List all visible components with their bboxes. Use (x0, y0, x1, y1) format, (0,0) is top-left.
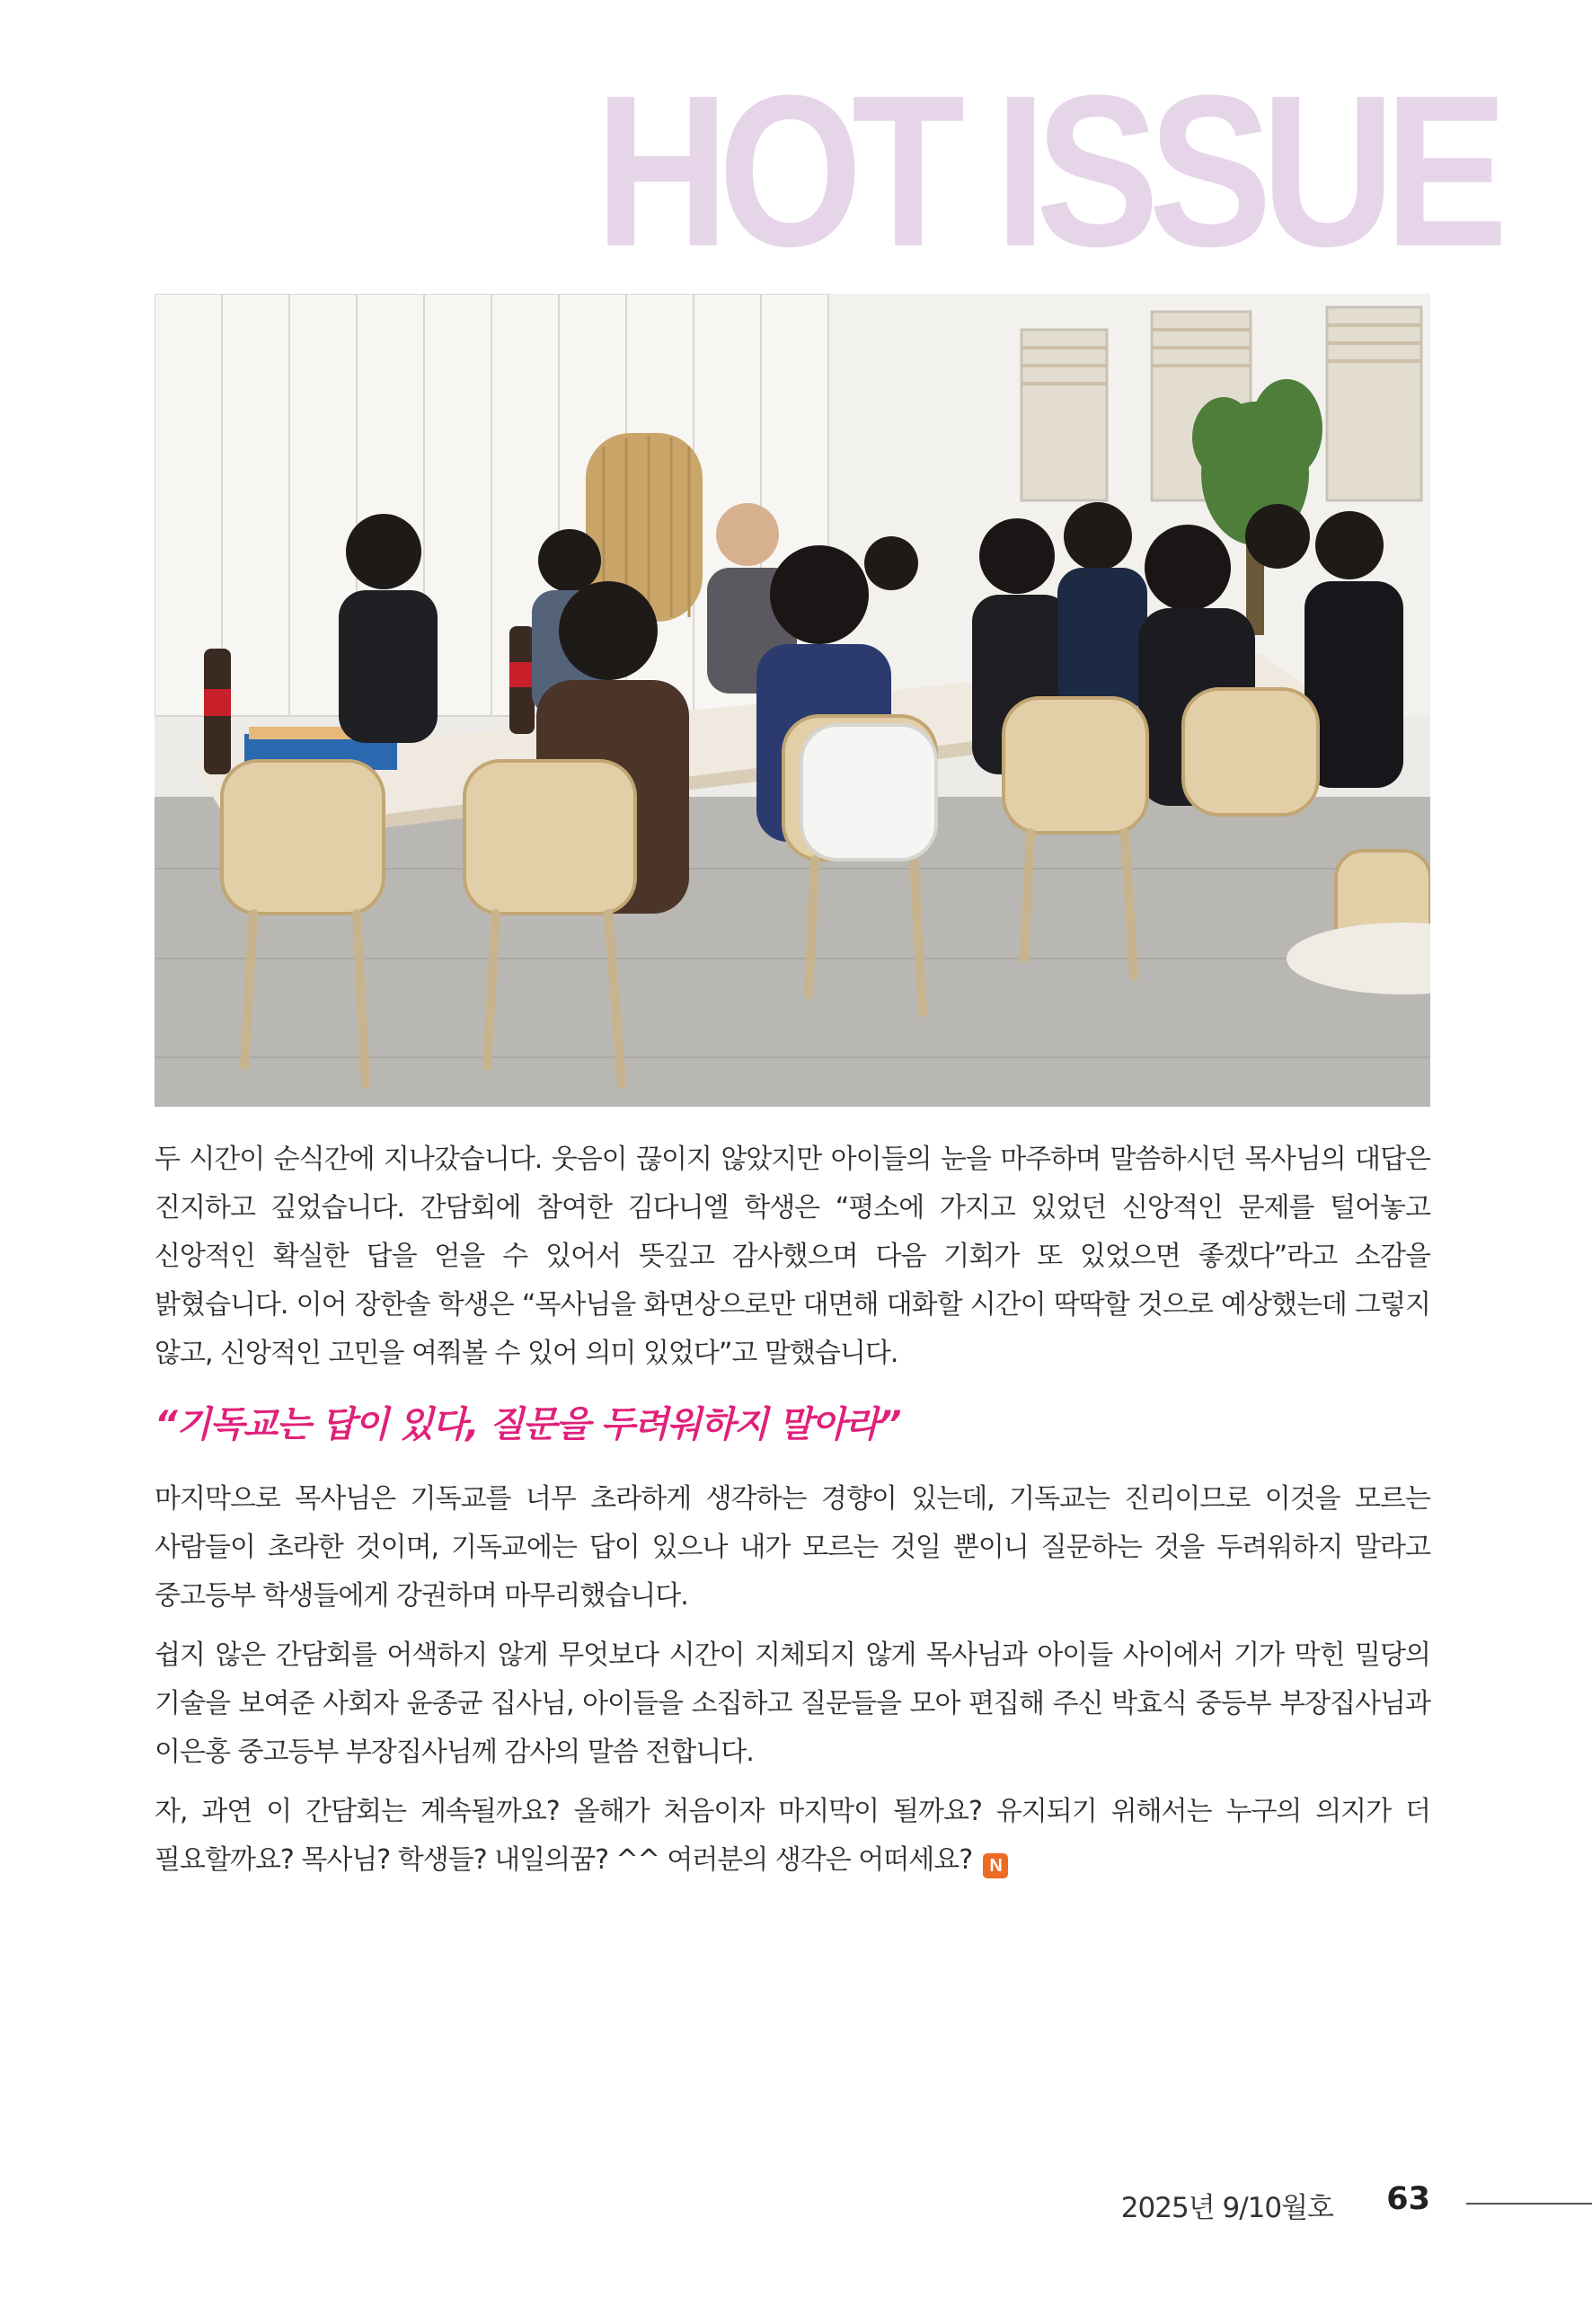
issue-date: 2025년 9/10월호 (1120, 2192, 1333, 2224)
article-paragraph: 쉽지 않은 간담회를 어색하지 않게 무엇보다 시간이 지체되지 않게 목사님과 아이들 사이에서 기가 막힌 밀당의 기술을 보여준 사회자 윤종균 집사님, 아이들을 소집하고 질문들을 모아 편집해 주신 박효식 중등부 부장집사님과 이은홍 중고등부 부장집사님께 감사의 말씀 전합니다. (155, 1639, 1430, 1768)
article-paragraph-last (155, 1788, 1430, 1885)
footer-rule (1466, 2203, 1592, 2205)
article-paragraph-text: 자, 과연 이 간담회는 계속될까요? 올해가 처음이자 마지막이 될까요? 유지되기 위해서는 누구의 의지가 더 필요할까요? 목사님? 학생들? 내일의꿈? ^^ 여러분의 생각은 어떠세요? (155, 1796, 1430, 1876)
article-subheading: “기독교는 답이 있다, 질문을 두려워하지 말아라” (155, 1404, 901, 1445)
article-paragraph: 마지막으로 목사님은 기독교를 너무 초라하게 생각하는 경향이 있는데, 기독교는 진리이므로 이것을 모르는 사람들이 초라한 것이며, 기독교에는 답이 있으나 내가 모르는 것일 뿐이니 질문하는 것을 두려워하지 말라고 중고등부 학생들에게 강권하며 마무리했습니다. (155, 1483, 1430, 1612)
end-mark-icon: N (983, 1853, 1008, 1878)
page-footer (1060, 2179, 1592, 2224)
article-paragraph: 두 시간이 순식간에 지나갔습니다. 웃음이 끊이지 않았지만 아이들의 눈을 마주하며 말씀하시던 목사님의 대답은 진지하고 깊었습니다. 간담회에 참여한 김다니엘 학생은 “평소에 가지고 있었던 신앙적인 문제를 털어놓고 신앙적인 확실한 답을 얻을 수 있어서 뜻깊고 감사했으며 다음 기회가 또 있었으면 좋겠다”라고 소감을 밝혔습니다. 이어 장한솔 학생은 “목사님을 화면상으로만 대면해 대화할 시간이 딱딱할 것으로 예상했는데 그렇지 않고, 신앙적인 고민을 여쭤볼 수 있어 의미 있었다”고 말했습니다. (155, 1144, 1430, 1369)
section-title: HOT ISSUE (595, 50, 1498, 291)
article-body (155, 1135, 1430, 1885)
meeting-photo (155, 294, 1430, 1107)
page-number: 63 (1386, 2181, 1430, 2217)
